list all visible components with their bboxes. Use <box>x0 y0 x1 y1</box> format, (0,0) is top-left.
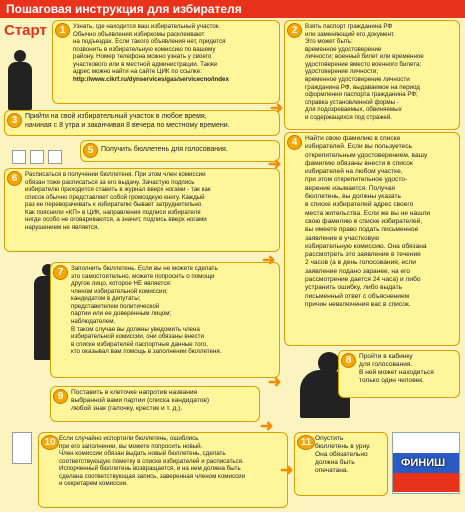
step-number: 5 <box>83 143 98 158</box>
step-number: 9 <box>53 389 68 404</box>
finish-label: ФИНИШ <box>401 457 446 469</box>
step-number: 6 <box>7 171 22 186</box>
ballot-paper-icon <box>12 432 32 464</box>
step-4-line: заявление подано заранее, на его <box>305 267 411 275</box>
step-8-line: Пройти в кабинку <box>359 353 413 360</box>
arrow-icon: ➜ <box>280 462 294 479</box>
step-4-line: при этом открепительное удосто- <box>305 176 408 184</box>
step-1-line: району. Номер телефона можно узнать у своего <box>73 53 212 61</box>
step-11-line: опечатана. <box>315 467 349 475</box>
step-2-line: временное удостоверение <box>305 45 382 53</box>
step-6-line: нарушением не является. <box>25 223 100 231</box>
page-header <box>0 0 465 18</box>
step-4-line: фамилию обязаны внести в список <box>305 159 413 167</box>
step-11-line: Опустить <box>315 435 344 442</box>
ballot-sheet-icon <box>30 150 44 164</box>
step-7-line: В таком случае вы должны уведомить члена <box>71 325 200 333</box>
step-4-line: в списке избирателей адрес своего <box>305 201 414 209</box>
step-4-line: Найти свою фамилию в списке <box>305 135 401 142</box>
step-4-line: бюллетень, вы должны указать <box>305 193 401 201</box>
step-7-line: кандидатом в депутаты; <box>71 295 141 303</box>
step-4-line: свою фамилию в списке избирателей, <box>305 217 423 225</box>
step-2-box <box>284 20 460 130</box>
step-7-line: в списке избирателей паспортные данные того, <box>71 340 208 348</box>
step-4-line: вы имеете право подать письменное <box>305 226 419 234</box>
step-11-line: должна быть <box>315 459 355 467</box>
arrow-icon: ➜ <box>262 252 276 269</box>
step-1-line: адрес можно найти на сайте ЦИК по ссылке: <box>73 68 202 76</box>
step-4-line: письменный ответ с объяснением <box>305 292 410 300</box>
step-3-line: Прийти на свой избирательный участок в любое время, <box>25 113 207 120</box>
step-1-line: позвонить в избирательную комиссию по вашему <box>73 45 216 53</box>
step-7-line: партии или ее доверенным лицом; <box>71 310 172 318</box>
step-10-line: Член комиссии обязан выдать новый бюллетень, сделать <box>59 450 226 458</box>
step-4-line: избирателей на любом участке, <box>305 168 403 176</box>
step-8-line: только один человек. <box>359 377 425 385</box>
start-label: Старт <box>4 22 47 39</box>
step-2-line: Это может быть: <box>305 38 353 46</box>
step-6-line: Расписаться в получении бюллетеня. При этом член комиссии <box>25 171 206 178</box>
step-1-line: на подъездах. Если такого объявления нет, придется <box>73 38 226 46</box>
step-10-box <box>38 432 288 508</box>
step-8-line: В ней может находиться <box>359 369 434 377</box>
step-7-line: членом избирательной комиссии; <box>71 287 168 295</box>
step-9-line: выбранной вами партии (списка кандидатов) <box>71 397 210 405</box>
voter-figure-1 <box>8 62 32 110</box>
step-9-line: любой знак (галочку, крестик и т. д.). <box>71 405 183 413</box>
step-4-line: места жительства. Если же вы не нашли <box>305 209 431 217</box>
step-10-line: и секретарем комиссии. <box>59 480 128 488</box>
step-8-line: для голосования. <box>359 361 413 369</box>
step-number: 10 <box>41 435 59 450</box>
voter-head-1 <box>14 50 26 62</box>
step-2-line: оформления паспорта гражданина РФ; <box>305 91 418 99</box>
step-2-line: справка установленной формы - <box>305 98 399 106</box>
step-2-line: или заменяющий его документ. <box>305 30 395 38</box>
ballot-sheet-icon <box>12 150 26 164</box>
step-6-line: Как пояснили «КП» в ЦИК, направления подписи избирателя <box>25 208 201 216</box>
step-4-line: рассмотреть это заявление в течение <box>305 251 421 259</box>
step-4-line: рассмотрение дается 24 часа) и либо <box>305 276 421 284</box>
header-title: Пошаговая инструкция для избирателя <box>6 2 242 16</box>
step-7-line: кто оказывал вам помощь в заполнении бюллетеня. <box>71 348 222 356</box>
step-1-line: участкового или в местной администрации. Также <box>73 60 218 68</box>
step-6-line: нигде особо не оговариваются, а значит, подпись вверх ногами <box>25 216 207 224</box>
step-1-line: Обычно объявления избиркомы расклеивают <box>73 30 205 38</box>
step-2-line: Взять паспорт гражданина РФ <box>305 23 393 30</box>
step-10-line: сделана соответствующая запись, заверенная членом комиссии <box>59 472 246 480</box>
step-4-line: устранить ошибку, либо выдать <box>305 284 403 292</box>
arrow-icon: ➜ <box>268 156 282 173</box>
step-number: 4 <box>287 135 302 150</box>
step-6-line: обязан тоже расписаться за его выдачу. Зачастую подпись <box>25 178 195 186</box>
step-11-line: бюллетень в урну. <box>315 443 371 451</box>
step-5-line: Получить бюллетень для голосования. <box>101 146 228 153</box>
step-7-box <box>50 262 280 378</box>
step-7-line: представителем политической <box>71 302 160 310</box>
step-2-line: удостоверение личности; <box>305 68 379 76</box>
step-number: 1 <box>55 23 70 38</box>
step-4-line: 2 часов (а в день голосования, если <box>305 259 416 267</box>
step-5-box <box>80 140 280 162</box>
step-6-line: избирателю приходится ставить в журнал вверх ногами - так как <box>25 186 211 194</box>
step-number: 3 <box>7 113 22 128</box>
step-2-line: удостоверение вместо военного билета; <box>305 60 422 68</box>
step-2-line: гражданина РФ, выдаваемое на период <box>305 83 420 91</box>
step-7-line: избирательной комиссии, они обязаны внести <box>71 333 204 341</box>
step-2-line: личности; военный билет или временное <box>305 53 424 61</box>
step-8-box <box>338 350 460 398</box>
step-1-line: http://www.cikrf.ru/dynservices/gas/servicecno/index <box>73 75 229 83</box>
step-1-line: Узнать, где находится ваш избирательный участок. <box>73 23 221 30</box>
step-2-line: и содержащихся под стражей. <box>305 113 393 121</box>
step-4-line: избирателей. Если вы пользуетесь <box>305 143 412 151</box>
ballot-box-image <box>392 432 460 494</box>
arrow-icon: ➜ <box>268 374 282 391</box>
step-2-line: временное удостоверение личности <box>305 75 410 83</box>
step-6-line: раз ее переворачивать к избирателю бывает затруднительно. <box>25 201 203 209</box>
step-3-line: начиная с 8 утра и заканчивая 8 вечера по местному времени. <box>25 121 230 129</box>
step-7-line: наблюдателем. <box>71 317 116 325</box>
step-4-line: заявление в участковую <box>305 234 380 242</box>
step-number: 2 <box>287 23 302 38</box>
step-6-box <box>4 168 280 252</box>
arrow-icon: ➜ <box>270 100 284 117</box>
step-4-line: избирательную комиссию. Она обязана <box>305 242 427 250</box>
step-10-line: при его заполнении, вы можете попросить новый. <box>59 442 203 450</box>
step-4-line: открепительным удостоверением, вашу <box>305 151 428 159</box>
step-10-line: Испорченный бюллетень возвращается, и на нем должна быть <box>59 465 241 473</box>
step-number: 7 <box>53 265 68 280</box>
step-6-line: список обычно представляет собой громоздкую книгу. Каждый <box>25 193 205 201</box>
step-9-line: Поставить в клеточке напротив названия <box>71 389 198 396</box>
step-7-line: это самостоятельно, можете попросить о помощи <box>71 272 215 280</box>
step-11-line: Она обязательно <box>315 451 368 459</box>
step-4-line: причин невключения вас в список. <box>305 300 411 308</box>
step-number: 11 <box>297 435 315 450</box>
step-1-box <box>52 20 280 104</box>
step-3-box <box>4 110 280 136</box>
step-4-box <box>284 132 460 346</box>
step-9-box <box>50 386 260 422</box>
ballot-sheet-icon <box>48 150 62 164</box>
step-7-line: Заполнить бюллетень. Если вы не можете сделать <box>71 265 218 272</box>
step-10-line: Если случайно испортили бюллетень, ошиблись <box>59 435 199 442</box>
step-number: 8 <box>341 353 356 368</box>
step-10-line: соответствующую пометку в списке избирателей и расписаться. <box>59 457 244 465</box>
step-7-line: другое лицо, которое НЕ является: <box>71 280 172 288</box>
step-2-line: для подозреваемых, обвиняемых <box>305 106 402 114</box>
arrow-icon: ➜ <box>260 418 274 435</box>
step-11-box <box>294 432 388 496</box>
step-4-line: верение изымается. Получая <box>305 184 395 192</box>
